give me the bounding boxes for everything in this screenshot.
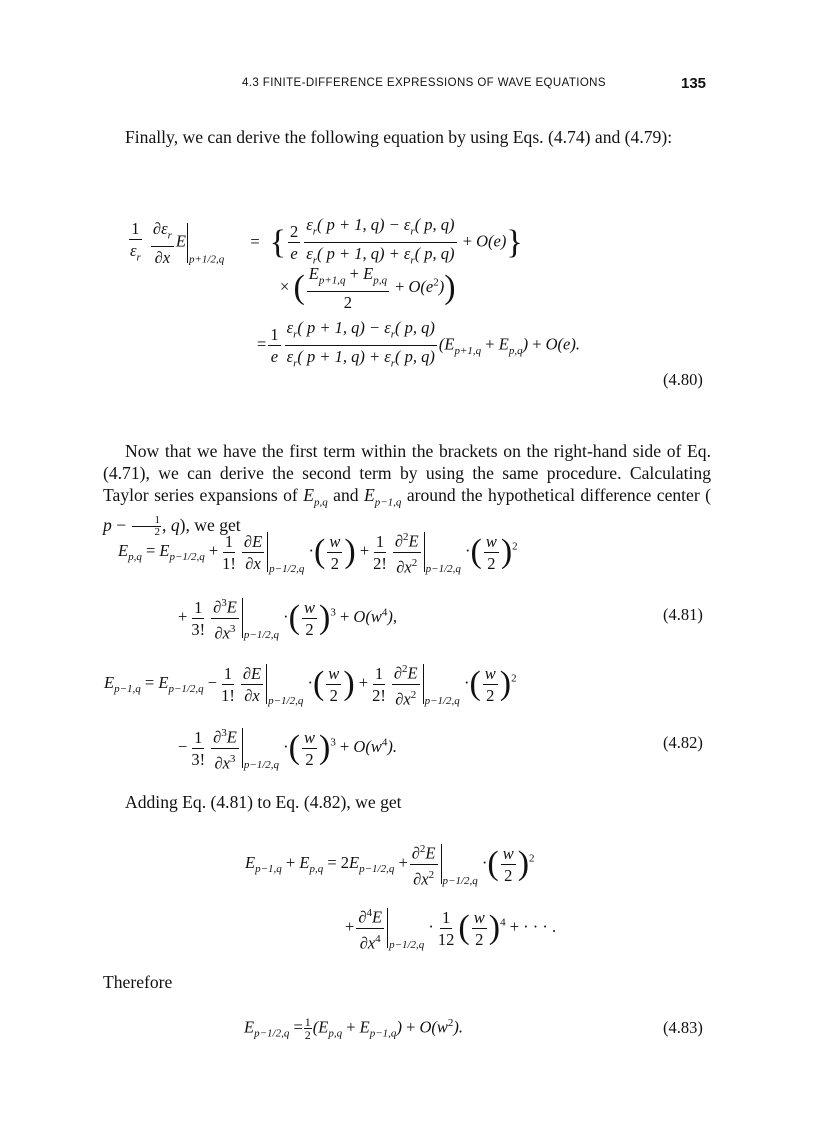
equation-4-81-line-2: + $\frac{1}{3!}$ $\frac{\partial^3E}{\partial x^3}$ $_{p-1/2,q}$ ·( $\frac{w}{2}$ )$^3 + O(w^4)$, [178,594,397,642]
equation-sum-line-1: $E_{p-1,q} + E_{p,q} = 2E_{p-1/2,q}$ + $\frac{\partial^2E}{\partial x^2}$ $_{p-1/2,q}$ ·( $\frac{w}{2}$ )$^2$ [245,840,535,888]
equation-4-80-line-3: = $\frac{1}{e}$ $\frac{\varepsilon_r( p + 1, q) - \varepsilon_r( p, q)}{\varepsilon_r( p + 1, q) + \varepsilon_r( p, q)}$ $(E_{p+1,q} + E_{p,q}) + O(e)$. [257,318,580,370]
equation-4-80-line-2: × ( $\frac{E_{p+1,q} + E_{p,q}}{2}$ + $O(e^2)$) [280,264,456,313]
paragraph-therefore: Therefore [103,972,173,992]
paragraph-taylor-and: and [333,485,359,505]
running-head: 4.3 FINITE-DIFFERENCE EXPRESSIONS OF WAVE EQUATIONS [242,77,606,89]
equation-4-82-line-2: − $\frac{1}{3!}$ $\frac{\partial^3E}{\partial x^3}$ $_{p-1/2,q}$ ·( $\frac{w}{2}$ )$^3 + O(w^4)$. [178,724,397,772]
equation-number-4-82: (4.82) [663,733,703,752]
page-number: 135 [681,75,707,92]
paragraph-taylor: Now that we have the first term within the brackets on the right-hand side of Eq. (4.71), we can derive the second term by using the same procedure. Calculating Taylor series expansions of $E_{p,q}$ and $E_{p-1,q}$ around the hypothetical difference center ( p − $\frac{1}{2}$ , q), we get [103,441,711,538]
equation-sum-line-2: + $\frac{\partial^4E}{\partial x^4}$ $_{p-1/2,q}$ · $\frac{1}{12}$ ( $\frac{w}{2}$ )$^4$ + · · · . [345,904,556,952]
paragraph-taylor-text-c: , we get [185,514,241,535]
equation-number-4-81: (4.81) [663,605,703,624]
equation-4-80-line-1: $\frac{1}{\varepsilon_r}$ $\frac{\partial\varepsilon_r}{\partial x}$ $E_{p+1/2,q}$ = { $\frac{2}{e}$ $\frac{\varepsilon_r( p + 1, q) - \varepsilon_r( p, q)}{\varepsilon_r( p + 1, q) + \varepsilon_r( p, q)}$ + O(e)} [130,215,523,267]
paragraph-taylor-text-a: Now that we have the first term within the brackets on the right-hand side of Eq. (4.71), we can derive the second term by using the same procedure. Calculating Taylor series expansions of [103,441,711,505]
equation-4-83: $E_{p-1/2,q}$ = $\frac{1}{2}$ $(E_{p,q} + E_{p-1,q}) + O(w^2)$. [244,1015,464,1042]
paragraph-taylor-text-b: around the hypothetical difference center ( [406,485,711,505]
paragraph-intro: Finally, we can derive the following equation by using Eqs. (4.74) and (4.79): [125,127,673,147]
equation-number-4-83: (4.83) [663,1018,703,1037]
equation-4-81-line-1: $E_{p,q} = E_{p-1/2,q}$ + $\frac{1}{1!}$ $\frac{\partial E}{\partial x}$ $_{p-1/2,q}$ ·( $\frac{w}{2}$ ) + $\frac{1}{2!}$ $\frac{\partial^2E}{\partial x^2}$ $_{p-1/2,q}$ ·( $\frac{w}{2}$ )$^2$ [118,528,518,576]
equation-4-82-line-1: $E_{p-1,q} = E_{p-1/2,q}$ − $\frac{1}{1!}$ $\frac{\partial E}{\partial x}$ $_{p-1/2,q}$ ·( $\frac{w}{2}$ ) + $\frac{1}{2!}$ $\frac{\partial^2E}{\partial x^2}$ $_{p-1/2,q}$ ·( $\frac{w}{2}$ )$^2$ [104,660,517,708]
equation-number-4-80: (4.80) [663,370,703,389]
paragraph-adding: Adding Eq. (4.81) to Eq. (4.82), we get [125,792,402,812]
